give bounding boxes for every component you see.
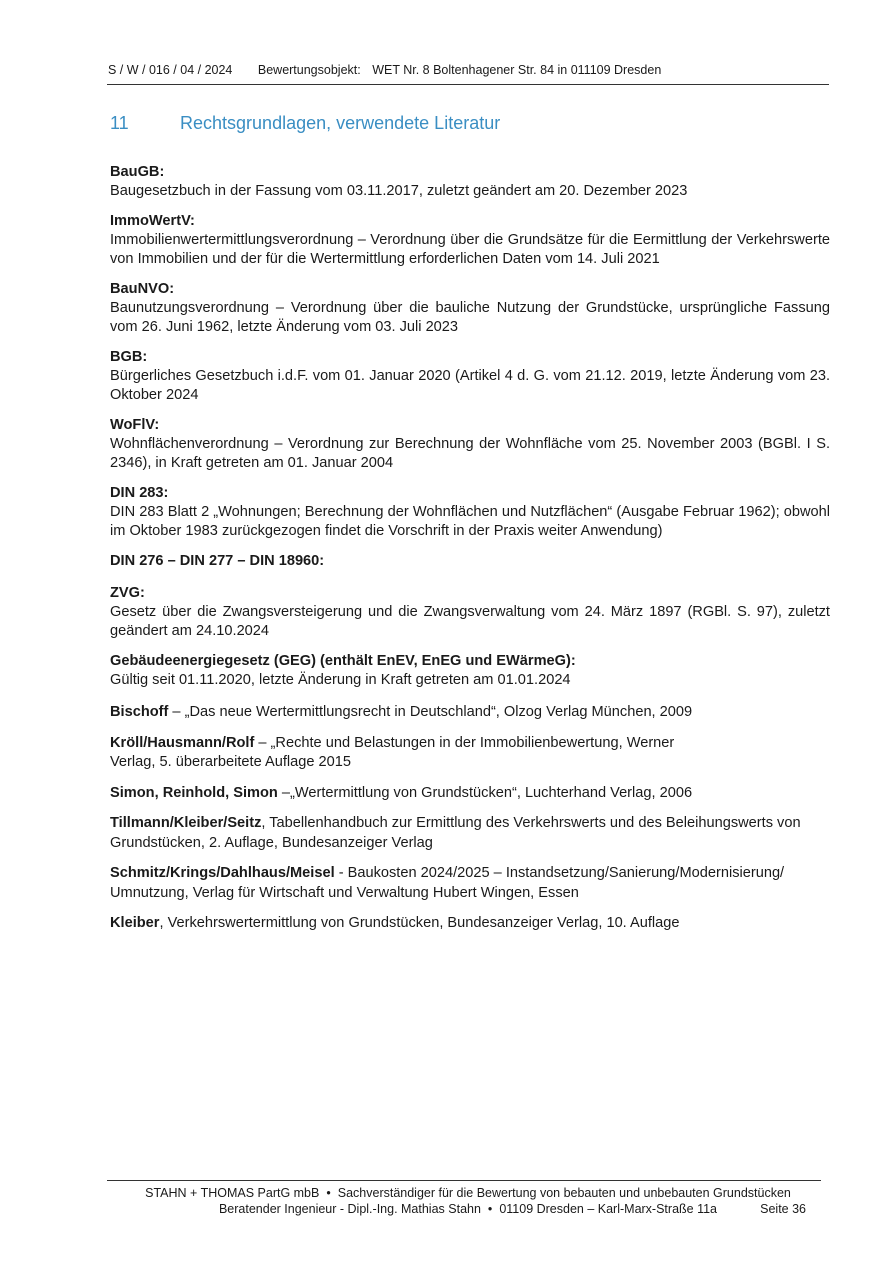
- literature-text: – „Rechte und Belastungen in der Immobilienbewertung, Werner Verlag, 5. überarbeitete Auflage 2015: [110, 734, 675, 770]
- page-number: Seite 36: [760, 1202, 806, 1216]
- entry-text: Bürgerliches Gesetzbuch i.d.F. vom 01. Januar 2020 (Artikel 4 d. G. vom 21.12. 2019, letzte Änderung vom 23. Oktober 2024: [110, 367, 830, 403]
- entry-title: BauGB:: [110, 164, 165, 180]
- page-footer: [108, 1185, 828, 1217]
- literature-item-schmitz: [110, 864, 830, 903]
- bullet-icon: •: [487, 1202, 493, 1216]
- entry-woflv: [110, 416, 830, 474]
- literature-text: – „Das neue Wertermittlungsrecht in Deutschland“, Olzog Verlag München, 2009: [168, 704, 693, 720]
- literature-item-kroell: [110, 734, 710, 773]
- object-label: Bewertungsobjekt:: [257, 63, 361, 77]
- literature-item-bischoff: [110, 703, 830, 723]
- bullet-icon: •: [326, 1186, 331, 1200]
- entry-title: BGB:: [110, 348, 148, 365]
- section-number: 11: [110, 113, 129, 133]
- literature-author: Tillmann/Kleiber/Seitz: [110, 815, 262, 831]
- literature-item-simon: [110, 784, 830, 804]
- literature-author: Simon, Reinhold, Simon: [110, 784, 278, 801]
- literature-text: –„Wertermittlung von Grundstücken“, Luchterhand Verlag, 2006: [277, 784, 693, 801]
- object-value: WET Nr. 8 Boltenhagener Str. 84 in 011109 Dresden: [372, 63, 662, 77]
- literature-text: , Tabellenhandbuch zur Ermittlung des Verkehrswerts und des Beleihungswerts von Grundstücken, 2. Auflage, Bundesanzeiger Verlag: [110, 815, 801, 851]
- entry-title: DIN 283:: [110, 484, 169, 501]
- entry-text: Gesetz über die Zwangsversteigerung und die Zwangsverwaltung vom 24. März 1897 (RGBl. S. 97), zuletzt geändert am 24.10.2024: [110, 603, 830, 639]
- entry-text: Wohnflächenverordnung – Verordnung zur Berechnung der Wohnfläche vom 25. November 2003 (BGBl. I S. 2346), in Kraft getreten am 01. Januar 2004: [110, 435, 830, 471]
- entry-baunvo: [110, 280, 830, 338]
- section-heading: [110, 113, 500, 134]
- entry-text: Immobilienwertermittlungsverordnung – Verordnung über die Grundsätze für die Eermittlung der Verkehrswerte von Immobilien und der für die Wertermittlung erforderlichen Daten vom 14. Juli 2021: [110, 231, 830, 267]
- entry-title: Gebäudeenergiegesetz (GEG) (enthält EnEV, EnEG und EWärmeG):: [110, 652, 576, 669]
- entry-baugb: [110, 163, 830, 202]
- literature-item-kleiber: [110, 914, 830, 934]
- footer-line-1: [108, 1185, 828, 1201]
- running-header: [108, 63, 828, 77]
- literature-author: Kröll/Hausmann/Rolf: [110, 734, 255, 751]
- footer-description: Sachverständiger für die Bewertung von bebauten und unbebauten Grundstücken: [337, 1186, 791, 1200]
- literature-author: Kleiber: [110, 915, 160, 931]
- entry-din-283: [110, 484, 830, 542]
- entry-title: WoFlV:: [110, 416, 160, 433]
- entry-title: ZVG:: [110, 584, 145, 601]
- literature-author: Schmitz/Krings/Dahlhaus/Meisel: [110, 865, 335, 881]
- entry-title: BauNVO:: [110, 280, 175, 297]
- entry-din-276-277-18960: [110, 552, 830, 571]
- literature-text: , Verkehrswertermittlung von Grundstücken, Bundesanzeiger Verlag, 10. Auflage: [159, 915, 680, 931]
- entry-title: DIN 276 – DIN 277 – DIN 18960:: [110, 552, 325, 569]
- footer-engineer: Beratender Ingenieur - Dipl.-Ing. Mathias Stahn: [218, 1202, 481, 1216]
- entry-bgb: [110, 348, 830, 406]
- entry-geg: [110, 652, 830, 691]
- footer-address: 01109 Dresden – Karl-Marx-Straße 11a: [499, 1202, 718, 1216]
- report-reference: S / W / 016 / 04 / 2024: [108, 63, 233, 77]
- entry-text: Gültig seit 01.11.2020, letzte Änderung in Kraft getreten am 01.01.2024: [110, 671, 571, 688]
- entry-zvg: [110, 584, 830, 642]
- footer-company: STAHN + THOMAS PartG mbB: [145, 1186, 320, 1200]
- entry-text: DIN 283 Blatt 2 „Wohnungen; Berechnung der Wohnflächen und Nutzflächen“ (Ausgabe Februar 1962); obwohl im Oktober 1983 zurückgezogen findet die Vorschrift in der Praxis weiter Anwendung): [110, 503, 830, 539]
- header-divider: [107, 84, 829, 85]
- literature-author: Bischoff: [110, 704, 169, 720]
- footer-divider: [107, 1180, 821, 1181]
- entry-title: ImmoWertV:: [110, 212, 195, 229]
- literature-item-tillmann: [110, 814, 830, 853]
- entry-text: Baunutzungsverordnung – Verordnung über die bauliche Nutzung der Grundstücke, ursprüngliche Fassung vom 26. Juni 1962, letzte Änderung vom 03. Juli 2023: [110, 299, 830, 335]
- section-title: Rechtsgrundlagen, verwendete Literatur: [180, 113, 501, 133]
- entry-text: Baugesetzbuch in der Fassung vom 03.11.2017, zuletzt geändert am 20. Dezember 2023: [110, 183, 688, 199]
- footer-line-2: [108, 1201, 828, 1217]
- literature-text: - Baukosten 2024/2025 – Instandsetzung/Sanierung/Modernisierung/ Umnutzung, Verlag für Wirtschaft und Verwaltung Hubert Wingen, Essen: [110, 865, 785, 901]
- entry-immowertv: [110, 212, 830, 270]
- legal-basis-list: [110, 163, 830, 945]
